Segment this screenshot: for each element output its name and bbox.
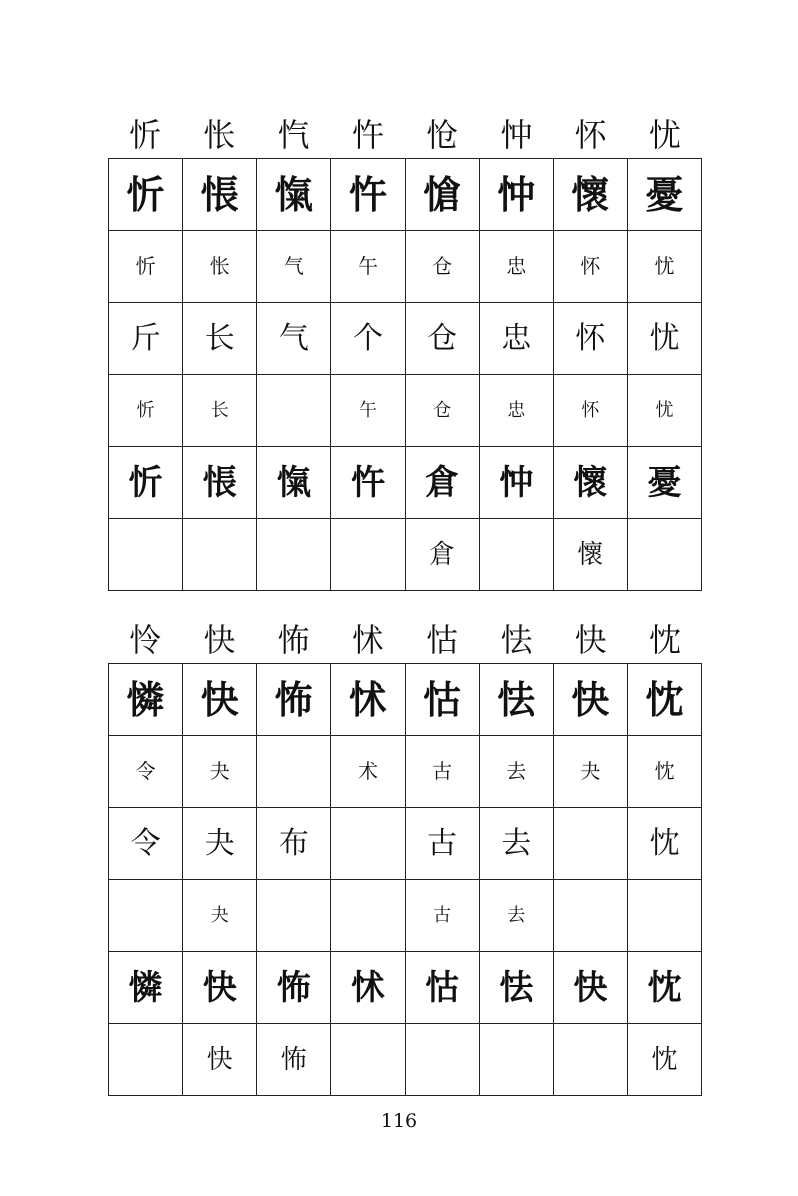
ancient-glyph: 忤: [350, 462, 385, 503]
glyph-cell: [109, 952, 183, 1024]
ancient-glyph: 憂: [645, 171, 684, 217]
column-header: 忱: [648, 621, 681, 659]
character-block-1: [108, 112, 702, 591]
glyph-cell: [627, 231, 701, 303]
glyph-cell: [553, 952, 627, 1024]
glyph-cell: [183, 952, 257, 1024]
glyph-cell: [627, 159, 701, 231]
glyph-cell: [331, 231, 405, 303]
glyph-cell: [331, 447, 405, 519]
character-block-2: [108, 617, 702, 1096]
glyph-cell: [109, 1024, 183, 1096]
glyph-cell: [331, 952, 405, 1024]
glyph-cell: [109, 880, 183, 952]
glyph-cell: [109, 159, 183, 231]
ancient-glyph: 忠: [501, 320, 532, 356]
glyph-row: [109, 808, 702, 880]
ancient-glyph: 仓: [433, 400, 452, 421]
column-header: 怖: [277, 621, 310, 659]
ancient-glyph: 快: [202, 967, 237, 1008]
glyph-cell: [331, 736, 405, 808]
column-header: 怀: [574, 116, 607, 154]
glyph-cell: [405, 231, 479, 303]
glyph-row: [109, 375, 702, 447]
ancient-glyph: 去: [501, 825, 532, 861]
glyph-cell: [553, 447, 627, 519]
glyph-cell: [183, 447, 257, 519]
ancient-glyph: 怵: [348, 676, 387, 722]
glyph-row: [109, 231, 702, 303]
ancient-glyph: 去: [507, 905, 526, 926]
glyph-cell: [109, 736, 183, 808]
glyph-cell: [109, 808, 183, 880]
glyph-cell: [553, 303, 627, 375]
glyph-cell: [479, 519, 553, 591]
ancient-glyph: 懷: [573, 462, 608, 503]
glyph-cell: [553, 375, 627, 447]
column-header: 怆: [426, 116, 459, 154]
column-header: 怯: [500, 621, 533, 659]
glyph-cell: [183, 519, 257, 591]
column-header: 忡: [500, 116, 533, 154]
glyph-cell: [109, 519, 183, 591]
glyph-row: [109, 159, 702, 231]
page-number: 116: [380, 1110, 418, 1132]
glyph-row: [109, 880, 702, 952]
ancient-glyph: 忻: [135, 254, 156, 278]
glyph-cell: [183, 664, 257, 736]
glyph-cell: [331, 303, 405, 375]
ancient-glyph: 忧: [654, 254, 675, 278]
glyph-row: [109, 303, 702, 375]
glyph-cell: [109, 664, 183, 736]
ancient-glyph: 快: [206, 1044, 233, 1075]
glyph-cell: [479, 880, 553, 952]
ancient-glyph: 倉: [425, 462, 460, 503]
column-header: 快: [203, 621, 236, 659]
ancient-glyph: 个: [352, 320, 383, 356]
ancient-glyph: 去: [506, 759, 527, 783]
glyph-cell: [183, 736, 257, 808]
glyph-cell: [627, 664, 701, 736]
glyph-cell: [257, 1024, 331, 1096]
glyph-cell: [627, 880, 701, 952]
ancient-glyph: 午: [358, 400, 377, 421]
ancient-glyph: 忱: [654, 759, 675, 783]
ancient-glyph: 怯: [497, 676, 536, 722]
glyph-cell: [553, 519, 627, 591]
ancient-glyph: 怀: [575, 320, 606, 356]
glyph-cell: [331, 159, 405, 231]
glyph-cell: [331, 880, 405, 952]
glyph-cell: [257, 736, 331, 808]
glyph-cell: [553, 664, 627, 736]
ancient-glyph: 憐: [126, 676, 165, 722]
column-header: 快: [574, 621, 607, 659]
ancient-glyph: 怅: [209, 254, 230, 278]
glyph-cell: [627, 519, 701, 591]
glyph-cell: [405, 880, 479, 952]
glyph-cell: [479, 159, 553, 231]
glyph-cell: [109, 375, 183, 447]
glyph-cell: [257, 231, 331, 303]
ancient-glyph: 怖: [274, 676, 313, 722]
ancient-glyph: 怖: [280, 1044, 307, 1075]
ancient-glyph: 令: [130, 825, 161, 861]
ancient-glyph: 忱: [647, 967, 682, 1008]
ancient-glyph: 忻: [136, 400, 155, 421]
ancient-glyph: 忧: [649, 320, 680, 356]
column-header: 忧: [648, 116, 681, 154]
glyph-cell: [109, 231, 183, 303]
glyph-cell: [553, 231, 627, 303]
glyph-cell: [479, 375, 553, 447]
glyph-cell: [257, 375, 331, 447]
ancient-glyph: 气: [278, 320, 309, 356]
ancient-glyph: 古: [432, 759, 453, 783]
glyph-cell: [627, 303, 701, 375]
ancient-glyph: 忧: [655, 400, 674, 421]
glyph-cell: [183, 1024, 257, 1096]
glyph-cell: [183, 159, 257, 231]
glyph-cell: [257, 952, 331, 1024]
ancient-glyph: 愾: [274, 171, 313, 217]
ancient-glyph: 忠: [506, 254, 527, 278]
glyph-cell: [479, 808, 553, 880]
glyph-cell: [553, 736, 627, 808]
ancient-glyph: 悵: [200, 171, 239, 217]
ancient-glyph: 怙: [425, 967, 460, 1008]
glyph-cell: [331, 375, 405, 447]
ancient-glyph: 午: [357, 254, 378, 278]
glyph-table: [108, 663, 702, 1096]
glyph-cell: [479, 952, 553, 1024]
glyph-cell: [627, 952, 701, 1024]
glyph-cell: [257, 159, 331, 231]
ancient-glyph: 怵: [350, 967, 385, 1008]
glyph-cell: [627, 375, 701, 447]
glyph-cell: [183, 375, 257, 447]
glyph-cell: [257, 519, 331, 591]
glyph-cell: [257, 880, 331, 952]
ancient-glyph: 仓: [432, 254, 453, 278]
glyph-cell: [627, 447, 701, 519]
ancient-glyph: 长: [204, 320, 235, 356]
ancient-glyph: 忱: [649, 825, 680, 861]
glyph-row: [109, 447, 702, 519]
ancient-glyph: 夬: [209, 759, 230, 783]
ancient-glyph: 倉: [429, 539, 456, 570]
column-header: 怅: [203, 116, 236, 154]
glyph-cell: [331, 519, 405, 591]
ancient-glyph: 忡: [497, 171, 536, 217]
ancient-glyph: 夬: [580, 759, 601, 783]
ancient-glyph: 令: [135, 759, 156, 783]
column-header: 怙: [426, 621, 459, 659]
glyph-table: [108, 158, 702, 591]
column-header: 怜: [129, 621, 162, 659]
glyph-cell: [331, 664, 405, 736]
glyph-cell: [479, 231, 553, 303]
ancient-glyph: 悵: [202, 462, 237, 503]
glyph-cell: [405, 808, 479, 880]
ancient-glyph: 懷: [577, 539, 604, 570]
glyph-cell: [405, 303, 479, 375]
ancient-glyph: 忻: [126, 171, 165, 217]
ancient-glyph: 快: [571, 676, 610, 722]
glyph-cell: [257, 447, 331, 519]
ancient-glyph: 怖: [276, 967, 311, 1008]
glyph-cell: [479, 736, 553, 808]
glyph-cell: [405, 664, 479, 736]
glyph-row: [109, 1024, 702, 1096]
glyph-cell: [331, 1024, 405, 1096]
glyph-cell: [183, 880, 257, 952]
glyph-row: [109, 519, 702, 591]
glyph-cell: [331, 808, 405, 880]
ancient-glyph: 憂: [647, 462, 682, 503]
header-row: [108, 112, 702, 158]
ancient-glyph: 懷: [571, 171, 610, 217]
glyph-cell: [257, 303, 331, 375]
glyph-cell: [257, 664, 331, 736]
glyph-cell: [183, 303, 257, 375]
glyph-cell: [405, 159, 479, 231]
ancient-glyph: 快: [573, 967, 608, 1008]
glyph-cell: [627, 736, 701, 808]
ancient-glyph: 古: [433, 905, 452, 926]
ancient-glyph: 仓: [427, 320, 458, 356]
ancient-glyph: 怀: [580, 254, 601, 278]
glyph-cell: [553, 808, 627, 880]
glyph-cell: [405, 736, 479, 808]
glyph-cell: [553, 1024, 627, 1096]
glyph-cell: [553, 159, 627, 231]
column-header: 忻: [129, 116, 162, 154]
ancient-glyph: 快: [200, 676, 239, 722]
column-header: 忾: [277, 116, 310, 154]
glyph-cell: [479, 447, 553, 519]
ancient-glyph: 愾: [276, 462, 311, 503]
glyph-cell: [405, 447, 479, 519]
ancient-glyph: 怙: [423, 676, 462, 722]
glyph-cell: [553, 880, 627, 952]
ancient-glyph: 怯: [499, 967, 534, 1008]
glyph-row: [109, 952, 702, 1024]
glyph-cell: [109, 447, 183, 519]
glyph-cell: [183, 231, 257, 303]
ancient-glyph: 布: [278, 825, 309, 861]
ancient-glyph: 夬: [210, 905, 229, 926]
glyph-cell: [479, 1024, 553, 1096]
glyph-cell: [405, 1024, 479, 1096]
ancient-glyph: 忡: [499, 462, 534, 503]
ancient-glyph: 忠: [507, 400, 526, 421]
glyph-cell: [109, 303, 183, 375]
ancient-glyph: 长: [210, 400, 229, 421]
ancient-glyph: 术: [357, 759, 378, 783]
glyph-cell: [479, 664, 553, 736]
glyph-cell: [627, 1024, 701, 1096]
glyph-cell: [479, 303, 553, 375]
ancient-glyph: 忱: [651, 1044, 678, 1075]
glyph-cell: [405, 375, 479, 447]
header-row: [108, 617, 702, 663]
glyph-cell: [627, 808, 701, 880]
ancient-glyph: 愴: [423, 171, 462, 217]
glyph-row: [109, 736, 702, 808]
glyph-cell: [183, 808, 257, 880]
glyph-row: [109, 664, 702, 736]
ancient-glyph: 古: [427, 825, 458, 861]
glyph-cell: [257, 808, 331, 880]
ancient-glyph: 憐: [128, 967, 163, 1008]
ancient-glyph: 忤: [348, 171, 387, 217]
ancient-glyph: 气: [283, 254, 304, 278]
glyph-cell: [405, 952, 479, 1024]
ancient-glyph: 忱: [645, 676, 684, 722]
glyph-cell: [405, 519, 479, 591]
ancient-glyph: 怀: [581, 400, 600, 421]
ancient-glyph: 夬: [204, 825, 235, 861]
ancient-glyph: 忻: [128, 462, 163, 503]
column-header: 忤: [351, 116, 384, 154]
ancient-glyph: 斤: [130, 320, 161, 356]
column-header: 怵: [351, 621, 384, 659]
